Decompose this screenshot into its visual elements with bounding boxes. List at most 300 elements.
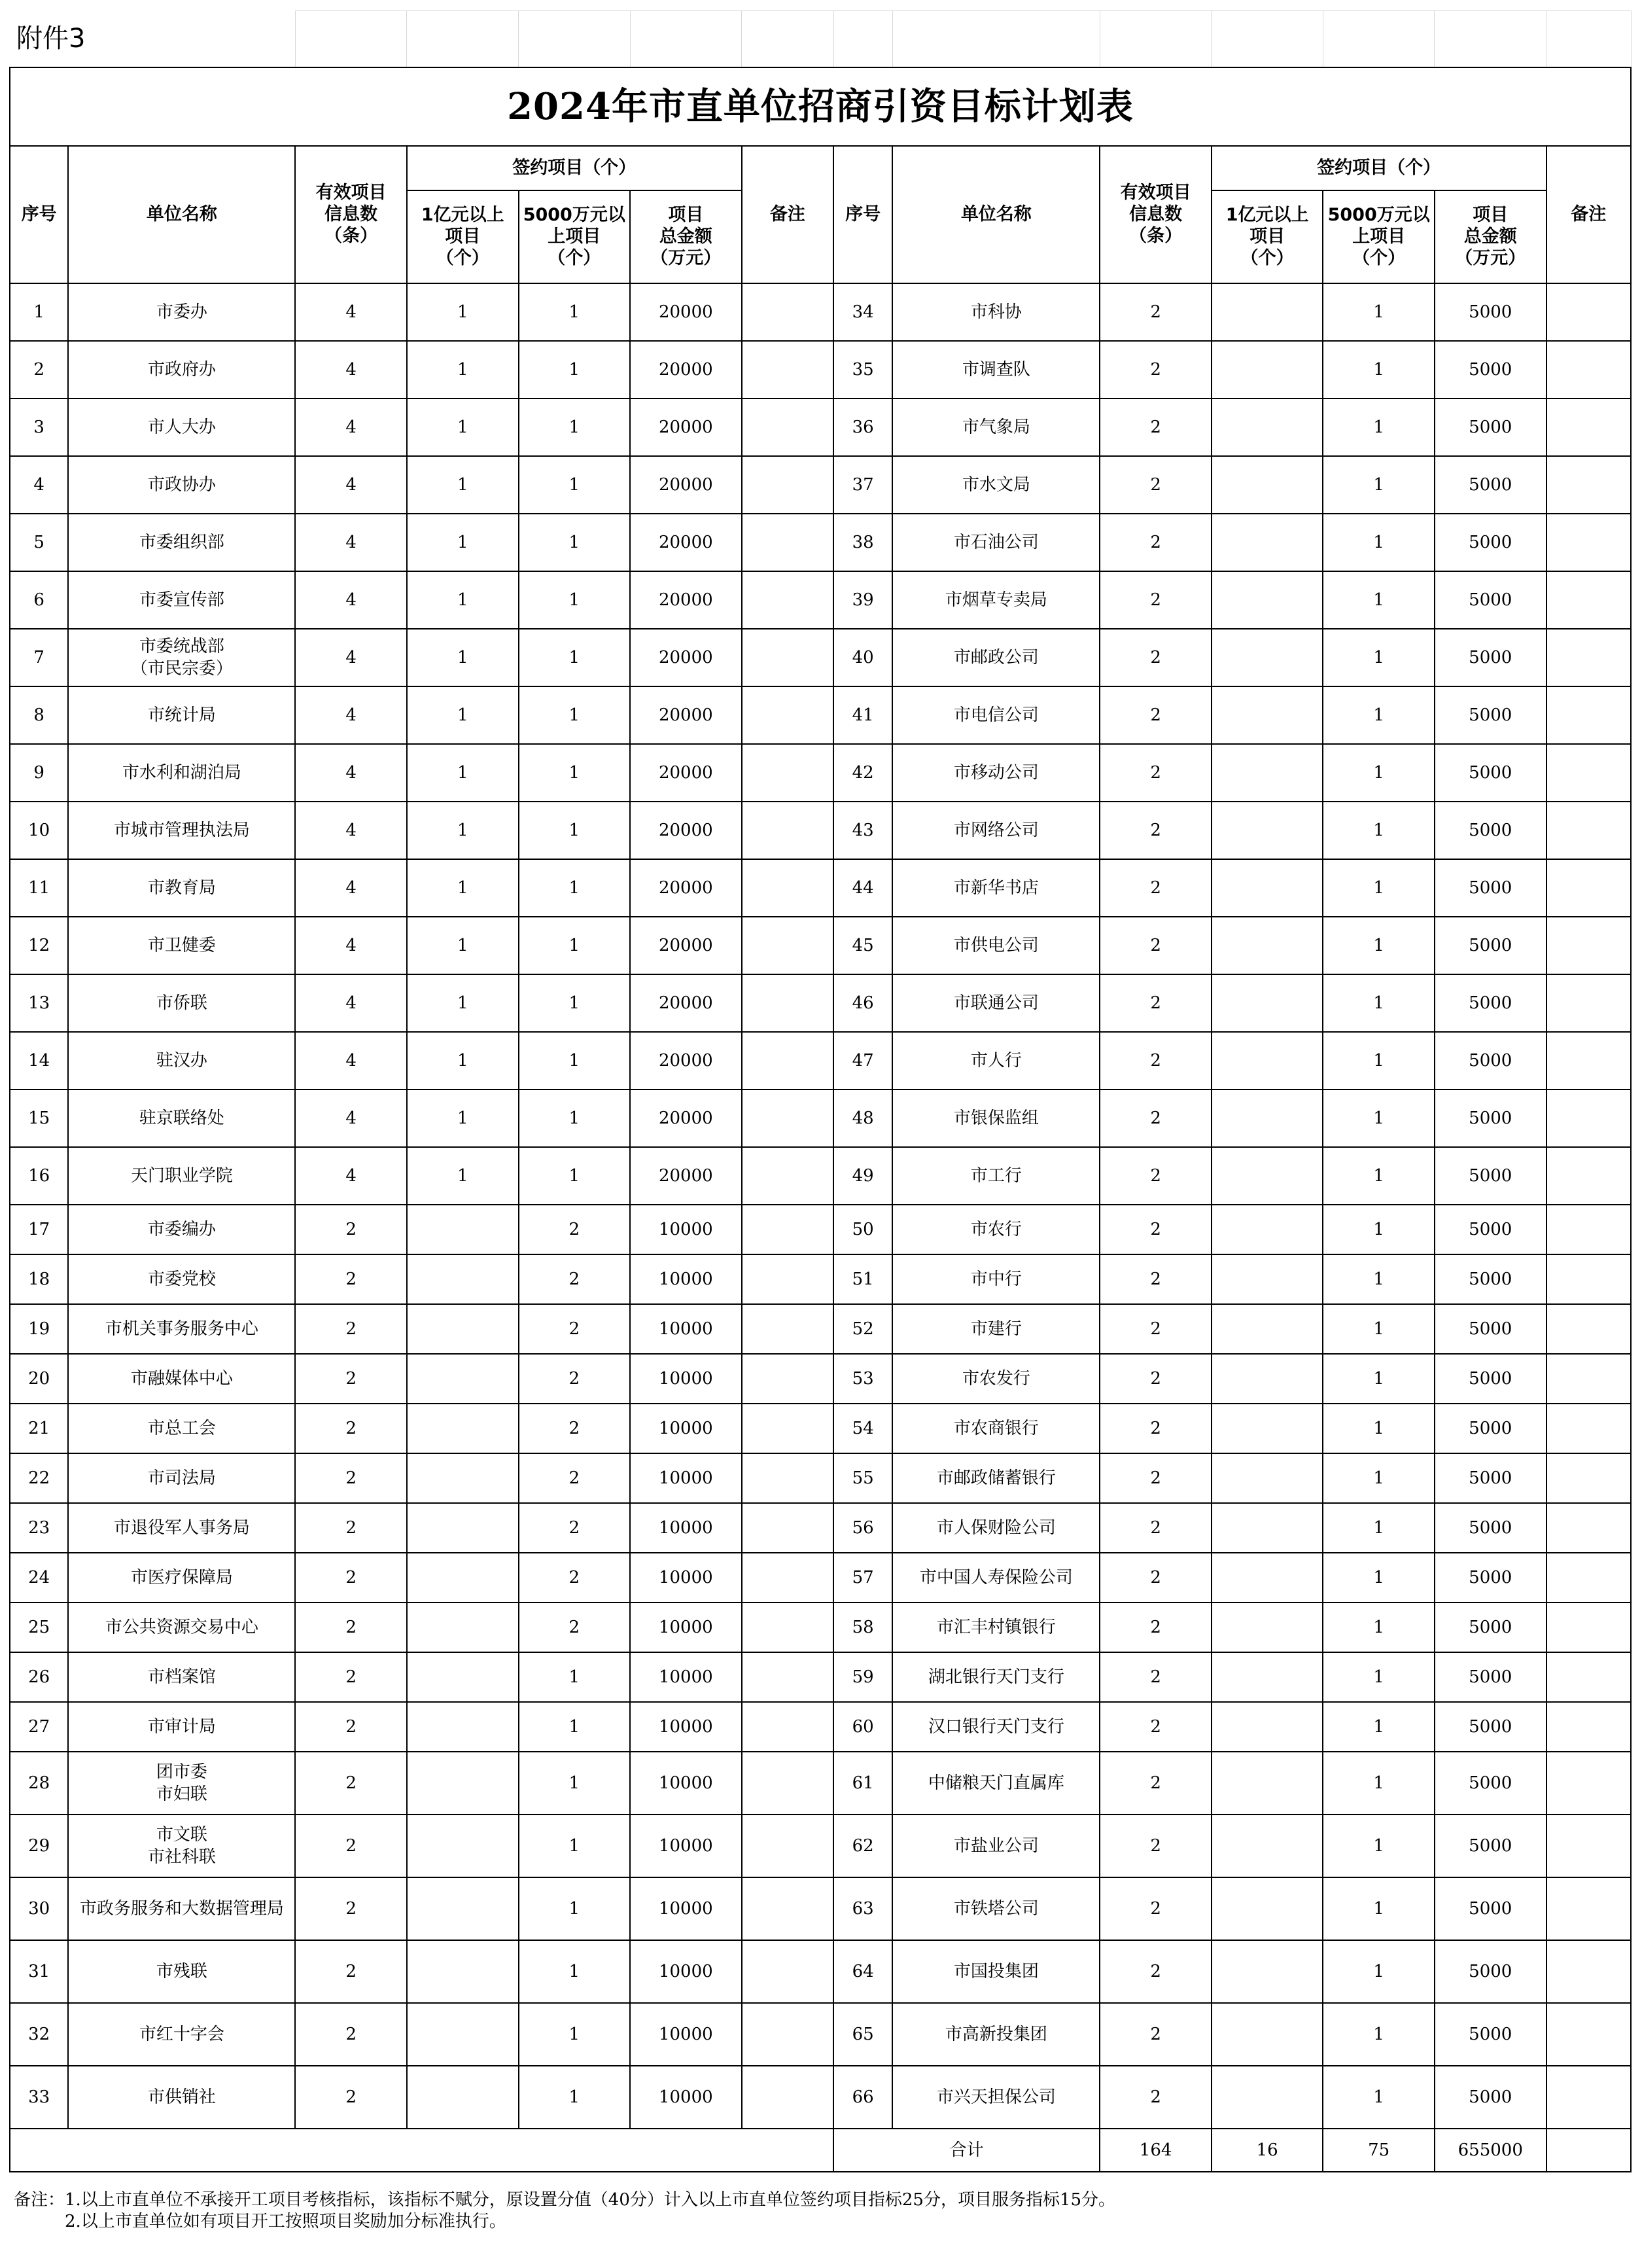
left-seq-cell: 28 — [10, 1752, 68, 1815]
right-over-50m-cell: 1 — [1323, 917, 1435, 974]
right-over-100m-cell — [1212, 802, 1323, 859]
total-info-count: 164 — [1100, 2129, 1212, 2172]
right-unit-name-cell: 市高新投集团 — [892, 2003, 1100, 2066]
left-amount-cell: 20000 — [630, 917, 742, 974]
right-remark-cell — [1546, 1652, 1631, 1702]
left-remark-cell — [742, 1205, 833, 1254]
right-seq-cell: 47 — [833, 1032, 892, 1090]
left-info-count-cell: 2 — [295, 1503, 407, 1553]
left-over-50m-cell: 2 — [519, 1553, 631, 1603]
left-remark-cell — [742, 1404, 833, 1453]
footnote-1: 备注：1.以上市直单位不承接开工项目考核指标，该指标不赋分，原设置分值（40分）计入以上市直单位签约项目指标25分，项目服务指标15分。 — [14, 2189, 1116, 2210]
right-unit-name-cell: 市科协 — [892, 283, 1100, 341]
right-over-50m-cell: 1 — [1323, 802, 1435, 859]
left-over-50m-cell: 1 — [519, 1877, 631, 1940]
right-amount-cell: 5000 — [1435, 917, 1546, 974]
left-info-count-cell: 2 — [295, 1940, 407, 2003]
right-unit-name-cell: 市邮政储蓄银行 — [892, 1453, 1100, 1503]
left-amount-cell: 20000 — [630, 859, 742, 917]
right-unit-name-cell: 湖北银行天门支行 — [892, 1652, 1100, 1702]
header-over-50m: 5000万元以 上项目 （个） — [519, 190, 631, 283]
right-over-100m-cell — [1212, 1090, 1323, 1147]
left-over-100m-cell — [407, 1453, 519, 1503]
left-remark-cell — [742, 1354, 833, 1404]
right-over-50m-cell: 1 — [1323, 1032, 1435, 1090]
right-amount-cell: 5000 — [1435, 1652, 1546, 1702]
left-amount-cell: 10000 — [630, 1354, 742, 1404]
left-over-50m-cell: 2 — [519, 1254, 631, 1304]
total-over-50m: 75 — [1323, 2129, 1435, 2172]
right-seq-cell: 57 — [833, 1553, 892, 1603]
left-over-50m-cell: 2 — [519, 1503, 631, 1553]
left-over-100m-cell: 1 — [407, 571, 519, 629]
header-info-right: 有效项目 信息数 （条） — [1100, 146, 1212, 283]
table-row — [10, 1752, 1631, 1815]
right-amount-cell: 5000 — [1435, 744, 1546, 802]
left-info-count-cell: 2 — [295, 1553, 407, 1603]
left-amount-cell: 20000 — [630, 974, 742, 1032]
left-seq-cell: 19 — [10, 1304, 68, 1354]
right-over-50m-cell: 1 — [1323, 1702, 1435, 1752]
left-unit-name-cell: 市残联 — [68, 1940, 295, 2003]
header-signed-group: 签约项目（个） — [407, 146, 742, 190]
right-amount-cell: 5000 — [1435, 1940, 1546, 2003]
left-remark-cell — [742, 802, 833, 859]
left-seq-cell: 32 — [10, 2003, 68, 2066]
left-unit-name-cell: 市委组织部 — [68, 514, 295, 571]
right-amount-cell: 5000 — [1435, 571, 1546, 629]
right-amount-cell: 5000 — [1435, 974, 1546, 1032]
left-over-100m-cell: 1 — [407, 1147, 519, 1205]
left-info-count-cell: 2 — [295, 1752, 407, 1815]
left-unit-name-cell: 市融媒体中心 — [68, 1354, 295, 1404]
right-unit-name-cell: 市人行 — [892, 1032, 1100, 1090]
header-over-50m-right: 5000万元以 上项目 （个） — [1323, 190, 1435, 283]
left-seq-cell: 30 — [10, 1877, 68, 1940]
left-unit-name-cell: 市委编办 — [68, 1205, 295, 1254]
left-unit-name-cell: 市统计局 — [68, 686, 295, 744]
plan-sheet — [9, 10, 1632, 2250]
right-over-100m-cell — [1212, 1553, 1323, 1603]
right-unit-name-cell: 市国投集团 — [892, 1940, 1100, 2003]
left-seq-cell: 7 — [10, 629, 68, 686]
header-amount-right: 项目 总金额 （万元） — [1435, 190, 1546, 283]
left-over-100m-cell: 1 — [407, 341, 519, 399]
right-remark-cell — [1546, 1503, 1631, 1553]
left-amount-cell: 10000 — [630, 1652, 742, 1702]
right-info-count-cell: 2 — [1100, 917, 1212, 974]
table-row — [10, 802, 1631, 859]
right-unit-name-cell: 市建行 — [892, 1304, 1100, 1354]
left-over-100m-cell: 1 — [407, 859, 519, 917]
right-over-100m-cell — [1212, 283, 1323, 341]
total-remark — [1546, 2129, 1631, 2172]
left-over-50m-cell: 1 — [519, 1147, 631, 1205]
footnotes — [10, 2172, 1631, 2250]
left-info-count-cell: 2 — [295, 2066, 407, 2129]
left-seq-cell: 33 — [10, 2066, 68, 2129]
table-row — [10, 1553, 1631, 1603]
right-over-100m-cell — [1212, 1032, 1323, 1090]
left-amount-cell: 10000 — [630, 1404, 742, 1453]
left-seq-cell: 13 — [10, 974, 68, 1032]
right-seq-cell: 41 — [833, 686, 892, 744]
right-over-50m-cell: 1 — [1323, 1503, 1435, 1553]
left-remark-cell — [742, 974, 833, 1032]
right-amount-cell: 5000 — [1435, 2066, 1546, 2129]
left-remark-cell — [742, 1553, 833, 1603]
left-over-50m-cell: 1 — [519, 399, 631, 456]
right-info-count-cell: 2 — [1100, 686, 1212, 744]
left-amount-cell: 20000 — [630, 686, 742, 744]
right-remark-cell — [1546, 686, 1631, 744]
left-over-100m-cell — [407, 1354, 519, 1404]
table-row — [10, 1453, 1631, 1503]
right-remark-cell — [1546, 1032, 1631, 1090]
right-amount-cell: 5000 — [1435, 2003, 1546, 2066]
left-over-100m-cell — [407, 1205, 519, 1254]
right-amount-cell: 5000 — [1435, 1702, 1546, 1752]
left-unit-name-cell: 驻京联络处 — [68, 1090, 295, 1147]
right-unit-name-cell: 市联通公司 — [892, 974, 1100, 1032]
left-seq-cell: 14 — [10, 1032, 68, 1090]
right-remark-cell — [1546, 2066, 1631, 2129]
left-over-50m-cell: 1 — [519, 744, 631, 802]
right-over-100m-cell — [1212, 456, 1323, 514]
right-over-100m-cell — [1212, 1205, 1323, 1254]
right-seq-cell: 39 — [833, 571, 892, 629]
right-remark-cell — [1546, 456, 1631, 514]
table-row — [10, 1940, 1631, 2003]
left-over-50m-cell: 1 — [519, 1090, 631, 1147]
left-unit-name-cell: 市委办 — [68, 283, 295, 341]
left-seq-cell: 4 — [10, 456, 68, 514]
right-remark-cell — [1546, 917, 1631, 974]
right-over-50m-cell: 1 — [1323, 1453, 1435, 1503]
right-remark-cell — [1546, 1702, 1631, 1752]
right-unit-name-cell: 市中国人寿保险公司 — [892, 1553, 1100, 1603]
right-unit-name-cell: 市邮政公司 — [892, 629, 1100, 686]
left-remark-cell — [742, 1453, 833, 1503]
right-over-50m-cell: 1 — [1323, 1147, 1435, 1205]
right-amount-cell: 5000 — [1435, 1254, 1546, 1304]
right-remark-cell — [1546, 1254, 1631, 1304]
left-over-100m-cell: 1 — [407, 917, 519, 974]
right-seq-cell: 44 — [833, 859, 892, 917]
header-over-100m: 1亿元以上 项目 （个） — [407, 190, 519, 283]
left-remark-cell — [742, 1603, 833, 1652]
right-over-50m-cell: 1 — [1323, 1354, 1435, 1404]
right-over-100m-cell — [1212, 1304, 1323, 1354]
left-amount-cell: 20000 — [630, 744, 742, 802]
left-amount-cell: 10000 — [630, 1453, 742, 1503]
left-seq-cell: 23 — [10, 1503, 68, 1553]
left-unit-name-cell: 市委统战部 （市民宗委） — [68, 629, 295, 686]
right-amount-cell: 5000 — [1435, 1205, 1546, 1254]
right-over-50m-cell: 1 — [1323, 341, 1435, 399]
left-amount-cell: 20000 — [630, 571, 742, 629]
table-row — [10, 1304, 1631, 1354]
right-amount-cell: 5000 — [1435, 1453, 1546, 1503]
right-seq-cell: 66 — [833, 2066, 892, 2129]
right-info-count-cell: 2 — [1100, 1752, 1212, 1815]
left-over-50m-cell: 1 — [519, 571, 631, 629]
left-unit-name-cell: 市政府办 — [68, 341, 295, 399]
left-over-100m-cell — [407, 1940, 519, 2003]
total-amount: 655000 — [1435, 2129, 1546, 2172]
left-unit-name-cell: 天门职业学院 — [68, 1147, 295, 1205]
right-info-count-cell: 2 — [1100, 514, 1212, 571]
right-info-count-cell: 2 — [1100, 571, 1212, 629]
left-info-count-cell: 4 — [295, 1032, 407, 1090]
left-info-count-cell: 4 — [295, 571, 407, 629]
left-over-100m-cell: 1 — [407, 974, 519, 1032]
right-info-count-cell: 2 — [1100, 802, 1212, 859]
left-remark-cell — [742, 1090, 833, 1147]
left-unit-name-cell: 市政协办 — [68, 456, 295, 514]
right-over-50m-cell: 1 — [1323, 1877, 1435, 1940]
right-remark-cell — [1546, 629, 1631, 686]
right-info-count-cell: 2 — [1100, 1205, 1212, 1254]
left-seq-cell: 25 — [10, 1603, 68, 1652]
left-remark-cell — [742, 2066, 833, 2129]
right-over-100m-cell — [1212, 1940, 1323, 2003]
left-over-50m-cell: 2 — [519, 1304, 631, 1354]
right-over-100m-cell — [1212, 1354, 1323, 1404]
header-signed-group-right: 签约项目（个） — [1212, 146, 1546, 190]
table-row — [10, 2066, 1631, 2129]
left-amount-cell: 20000 — [630, 456, 742, 514]
right-seq-cell: 60 — [833, 1702, 892, 1752]
left-amount-cell: 10000 — [630, 1304, 742, 1354]
right-over-50m-cell: 1 — [1323, 1254, 1435, 1304]
left-seq-cell: 6 — [10, 571, 68, 629]
left-unit-name-cell: 团市委 市妇联 — [68, 1752, 295, 1815]
right-remark-cell — [1546, 744, 1631, 802]
left-info-count-cell: 4 — [295, 456, 407, 514]
right-remark-cell — [1546, 802, 1631, 859]
table-row — [10, 1702, 1631, 1752]
right-seq-cell: 49 — [833, 1147, 892, 1205]
table-row — [10, 283, 1631, 341]
header-seq-right: 序号 — [833, 146, 892, 283]
right-over-100m-cell — [1212, 974, 1323, 1032]
right-info-count-cell: 2 — [1100, 1603, 1212, 1652]
left-info-count-cell: 2 — [295, 1254, 407, 1304]
header-seq: 序号 — [10, 146, 68, 283]
right-unit-name-cell: 中储粮天门直属库 — [892, 1752, 1100, 1815]
right-seq-cell: 34 — [833, 283, 892, 341]
right-info-count-cell: 2 — [1100, 1553, 1212, 1603]
left-remark-cell — [742, 1503, 833, 1553]
left-over-100m-cell — [407, 1304, 519, 1354]
page-title: 2024年市直单位招商引资目标计划表 — [10, 67, 1631, 146]
right-over-50m-cell: 1 — [1323, 571, 1435, 629]
right-unit-name-cell: 市人保财险公司 — [892, 1503, 1100, 1553]
table-row — [10, 1147, 1631, 1205]
left-info-count-cell: 2 — [295, 1205, 407, 1254]
right-info-count-cell: 2 — [1100, 1453, 1212, 1503]
right-unit-name-cell: 市汇丰村镇银行 — [892, 1603, 1100, 1652]
table-row — [10, 917, 1631, 974]
left-unit-name-cell: 市医疗保障局 — [68, 1553, 295, 1603]
left-over-50m-cell: 2 — [519, 1354, 631, 1404]
table-row — [10, 1503, 1631, 1553]
left-unit-name-cell: 市教育局 — [68, 859, 295, 917]
header-info: 有效项目 信息数 （条） — [295, 146, 407, 283]
right-seq-cell: 45 — [833, 917, 892, 974]
left-over-100m-cell — [407, 1752, 519, 1815]
right-remark-cell — [1546, 1752, 1631, 1815]
left-amount-cell: 10000 — [630, 2003, 742, 2066]
right-info-count-cell: 2 — [1100, 1940, 1212, 2003]
right-unit-name-cell: 市电信公司 — [892, 686, 1100, 744]
total-blank-left — [10, 2129, 833, 2172]
left-over-100m-cell: 1 — [407, 283, 519, 341]
right-seq-cell: 58 — [833, 1603, 892, 1652]
right-amount-cell: 5000 — [1435, 859, 1546, 917]
right-seq-cell: 40 — [833, 629, 892, 686]
left-over-100m-cell — [407, 1877, 519, 1940]
right-unit-name-cell: 市石油公司 — [892, 514, 1100, 571]
right-over-100m-cell — [1212, 1453, 1323, 1503]
table-row — [10, 1354, 1631, 1404]
left-info-count-cell: 2 — [295, 1404, 407, 1453]
left-unit-name-cell: 市文联 市社科联 — [68, 1815, 295, 1877]
right-over-50m-cell: 1 — [1323, 1652, 1435, 1702]
right-info-count-cell: 2 — [1100, 1503, 1212, 1553]
right-over-100m-cell — [1212, 917, 1323, 974]
header-row-1 — [10, 146, 1631, 190]
right-info-count-cell: 2 — [1100, 2066, 1212, 2129]
left-amount-cell: 10000 — [630, 1603, 742, 1652]
right-info-count-cell: 2 — [1100, 2003, 1212, 2066]
header-amount: 项目 总金额 （万元） — [630, 190, 742, 283]
right-remark-cell — [1546, 399, 1631, 456]
right-over-50m-cell: 1 — [1323, 974, 1435, 1032]
table-row — [10, 514, 1631, 571]
table-row — [10, 2003, 1631, 2066]
left-over-50m-cell: 1 — [519, 283, 631, 341]
left-over-100m-cell — [407, 1503, 519, 1553]
right-remark-cell — [1546, 1147, 1631, 1205]
left-remark-cell — [742, 1652, 833, 1702]
left-seq-cell: 20 — [10, 1354, 68, 1404]
table-row — [10, 744, 1631, 802]
right-unit-name-cell: 市供电公司 — [892, 917, 1100, 974]
left-unit-name-cell: 市卫健委 — [68, 917, 295, 974]
left-seq-cell: 12 — [10, 917, 68, 974]
left-info-count-cell: 4 — [295, 802, 407, 859]
right-info-count-cell: 2 — [1100, 283, 1212, 341]
left-unit-name-cell: 市总工会 — [68, 1404, 295, 1453]
right-unit-name-cell: 市网络公司 — [892, 802, 1100, 859]
left-unit-name-cell: 市水利和湖泊局 — [68, 744, 295, 802]
left-seq-cell: 15 — [10, 1090, 68, 1147]
left-over-50m-cell: 1 — [519, 686, 631, 744]
right-info-count-cell: 2 — [1100, 1652, 1212, 1702]
left-amount-cell: 20000 — [630, 341, 742, 399]
header-remark-right: 备注 — [1546, 146, 1631, 283]
left-over-50m-cell: 1 — [519, 974, 631, 1032]
left-over-100m-cell — [407, 1553, 519, 1603]
notes-row — [10, 2172, 1631, 2250]
right-over-50m-cell: 1 — [1323, 1815, 1435, 1877]
left-seq-cell: 26 — [10, 1652, 68, 1702]
right-amount-cell: 5000 — [1435, 1603, 1546, 1652]
left-remark-cell — [742, 1304, 833, 1354]
left-seq-cell: 31 — [10, 1940, 68, 2003]
right-amount-cell: 5000 — [1435, 1304, 1546, 1354]
right-unit-name-cell: 市盐业公司 — [892, 1815, 1100, 1877]
left-remark-cell — [742, 917, 833, 974]
right-over-100m-cell — [1212, 399, 1323, 456]
right-info-count-cell: 2 — [1100, 1304, 1212, 1354]
right-over-100m-cell — [1212, 341, 1323, 399]
left-info-count-cell: 4 — [295, 341, 407, 399]
right-amount-cell: 5000 — [1435, 629, 1546, 686]
right-amount-cell: 5000 — [1435, 802, 1546, 859]
right-over-100m-cell — [1212, 514, 1323, 571]
right-seq-cell: 55 — [833, 1453, 892, 1503]
left-seq-cell: 5 — [10, 514, 68, 571]
left-over-100m-cell: 1 — [407, 802, 519, 859]
left-over-100m-cell: 1 — [407, 629, 519, 686]
right-seq-cell: 62 — [833, 1815, 892, 1877]
right-unit-name-cell: 市中行 — [892, 1254, 1100, 1304]
left-seq-cell: 11 — [10, 859, 68, 917]
right-unit-name-cell: 市气象局 — [892, 399, 1100, 456]
table-row — [10, 686, 1631, 744]
left-remark-cell — [742, 341, 833, 399]
right-over-100m-cell — [1212, 859, 1323, 917]
table-row — [10, 341, 1631, 399]
right-over-50m-cell: 1 — [1323, 629, 1435, 686]
right-remark-cell — [1546, 514, 1631, 571]
left-remark-cell — [742, 1702, 833, 1752]
left-over-50m-cell: 1 — [519, 859, 631, 917]
right-unit-name-cell: 市工行 — [892, 1147, 1100, 1205]
right-unit-name-cell: 市水文局 — [892, 456, 1100, 514]
left-seq-cell: 3 — [10, 399, 68, 456]
left-over-100m-cell — [407, 1603, 519, 1652]
header-remark: 备注 — [742, 146, 833, 283]
left-remark-cell — [742, 686, 833, 744]
left-over-100m-cell — [407, 1254, 519, 1304]
left-amount-cell: 20000 — [630, 1032, 742, 1090]
right-seq-cell: 35 — [833, 341, 892, 399]
right-seq-cell: 50 — [833, 1205, 892, 1254]
right-over-100m-cell — [1212, 1702, 1323, 1752]
left-over-50m-cell: 1 — [519, 1752, 631, 1815]
right-remark-cell — [1546, 1877, 1631, 1940]
right-remark-cell — [1546, 1815, 1631, 1877]
right-info-count-cell: 2 — [1100, 1815, 1212, 1877]
right-info-count-cell: 2 — [1100, 744, 1212, 802]
left-over-100m-cell — [407, 1702, 519, 1752]
right-unit-name-cell: 汉口银行天门支行 — [892, 1702, 1100, 1752]
left-info-count-cell: 2 — [295, 1652, 407, 1702]
right-info-count-cell: 2 — [1100, 859, 1212, 917]
table-row — [10, 1254, 1631, 1304]
right-over-50m-cell: 1 — [1323, 1940, 1435, 2003]
total-over-100m: 16 — [1212, 2129, 1323, 2172]
left-remark-cell — [742, 629, 833, 686]
table-body — [10, 11, 1631, 2250]
right-over-50m-cell: 1 — [1323, 1304, 1435, 1354]
right-seq-cell: 52 — [833, 1304, 892, 1354]
left-remark-cell — [742, 1032, 833, 1090]
